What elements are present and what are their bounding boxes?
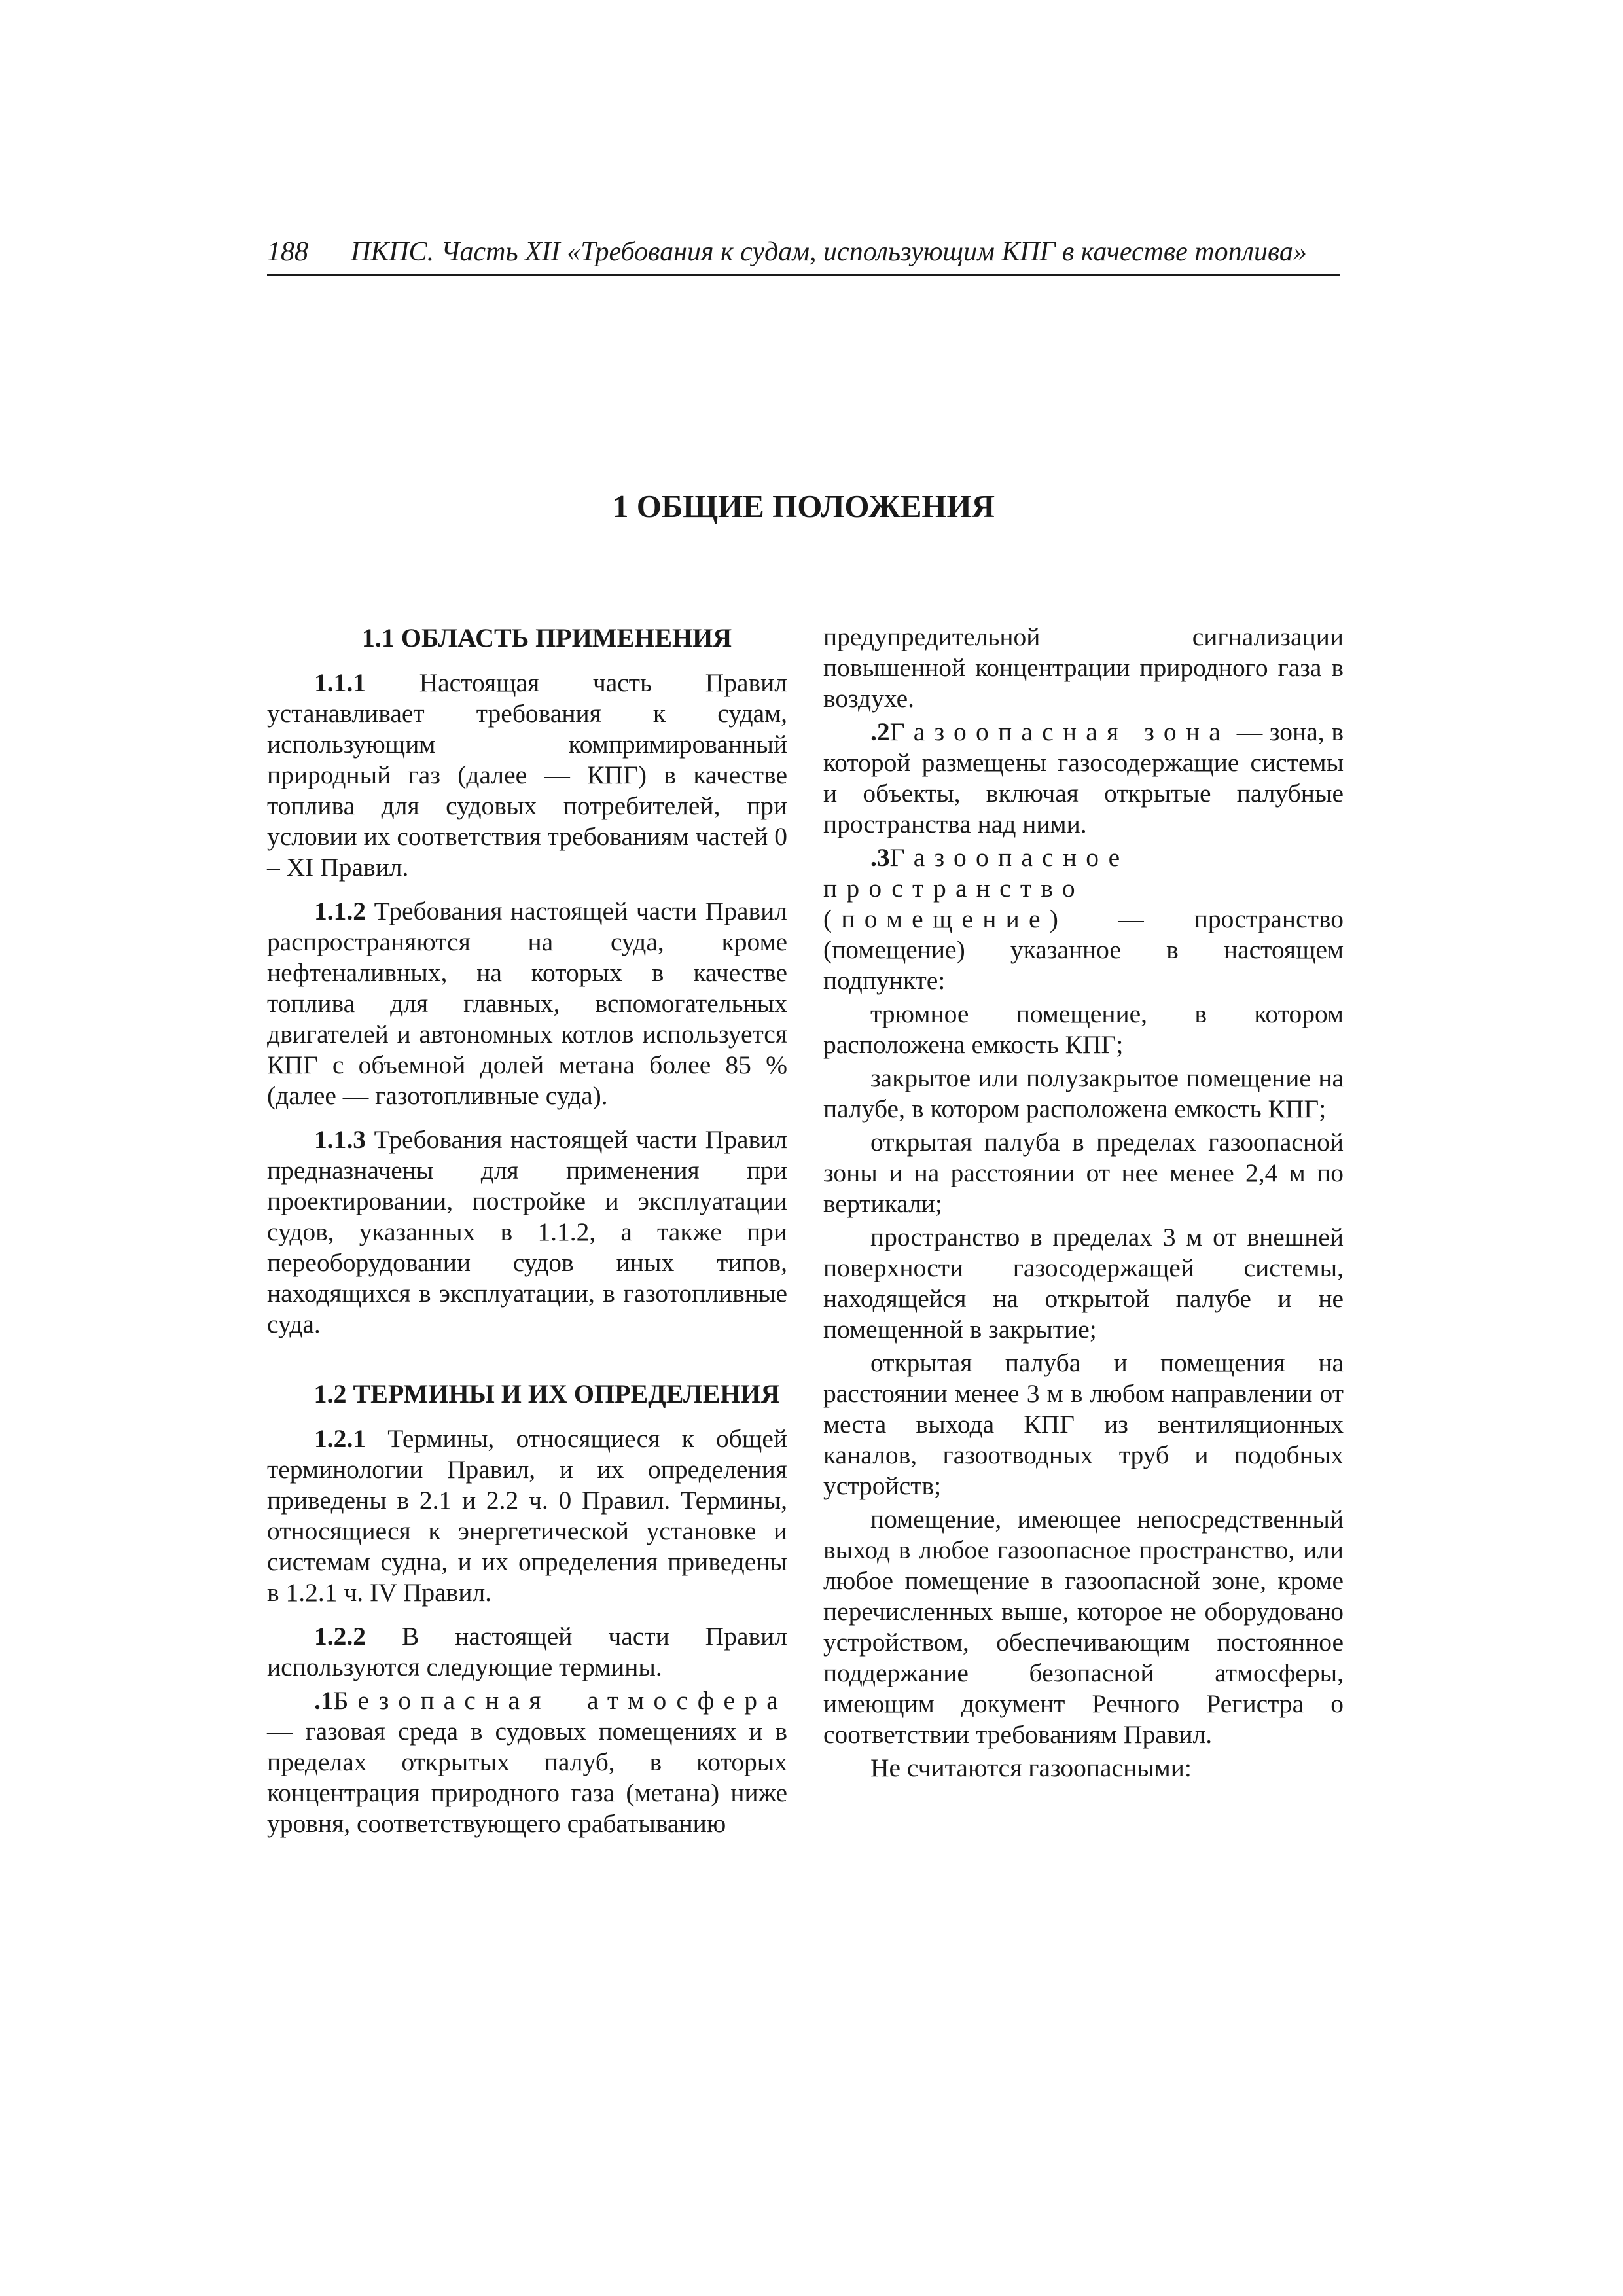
term-number: .1 bbox=[314, 1686, 334, 1715]
list-item: пространство в пределах 3 м от внешней поверхности газосодержащей системы, находящейся на открытой палубе и не помещенной в закрытие; bbox=[823, 1223, 1344, 1344]
term-name: Газоопасная зона bbox=[889, 717, 1230, 746]
clause-text: В настоящей части Правил используются следующие термины. bbox=[267, 1622, 787, 1681]
clause-text: Требования настоящей части Правил предназначены для применения при проектировании, постройке и эксплуатации судов, указанных в 1.1.2, а также при переоборудовании судов иных типов, находящихся в эксплуатации, в газотопливные суда. bbox=[267, 1125, 787, 1338]
list-item: открытая палуба и помещения на расстоянии менее 3 м в любом направлении от места выхода КПГ из вентиляционных каналов, газоотводных труб и подобных устройств; bbox=[823, 1348, 1344, 1500]
paragraph-1-2-2 bbox=[267, 1621, 787, 1683]
term-definition: — пространство (помещение) указанное в настоящем подпункте: bbox=[823, 905, 1344, 995]
clause-text: Термины, относящиеся к общей терминологии Правил, и их определения приведены в 2.1 и 2.2 ч. 0 Правил. Термины, относящиеся к энергетической установке и системам судна, и их определения приведены в 1.2.1 ч. IV Правил. bbox=[267, 1424, 787, 1607]
clause-number: 1.1.1 bbox=[314, 668, 366, 697]
term-3-gas-hazard-space bbox=[823, 842, 1344, 996]
paragraph-1-2-1 bbox=[267, 1424, 787, 1608]
running-header bbox=[267, 236, 1340, 276]
section-heading-1-1: 1.1 ОБЛАСТЬ ПРИМЕНЕНИЯ bbox=[361, 623, 732, 653]
term-name: Безопасная атмосфера bbox=[333, 1686, 787, 1715]
not-hazardous-lead-in: Не считаются газоопасными: bbox=[870, 1753, 1192, 1782]
page-number: 188 bbox=[267, 237, 308, 267]
clause-number: 1.2.2 bbox=[314, 1622, 366, 1651]
clause-number: 1.1.2 bbox=[314, 897, 366, 925]
term-2-gas-hazard-zone bbox=[823, 717, 1344, 840]
term-number: .2 bbox=[870, 717, 890, 746]
clause-text: Настоящая часть Правил устанавливает требования к судам, использующим компримированный природный газ (далее — КПГ) в качестве топлива для судовых потребителей, при условии их соответствия требованиям частей 0 – XI Правил. bbox=[267, 668, 787, 882]
section-heading-1-2: 1.2 ТЕРМИНЫ И ИХ ОПРЕДЕЛЕНИЯ bbox=[313, 1379, 780, 1408]
clause-number: 1.1.3 bbox=[314, 1125, 366, 1154]
clause-number: 1.2.1 bbox=[314, 1424, 366, 1453]
paragraph-1-1-1 bbox=[267, 668, 787, 883]
term-name: Газоопасное пространство (помещение) bbox=[823, 843, 1130, 933]
running-title: ПКПС. Часть XII «Требования к судам, использующим КПГ в качестве топлива» bbox=[351, 237, 1307, 267]
right-column bbox=[823, 622, 1344, 1786]
list-item: помещение, имеющее непосредственный выход в любое газоопасное пространство, или любое помещение в газоопасной зоне, кроме перечисленных выше, которое не оборудовано устройством, обеспечивающим постоянное поддержание безопасной атмосферы, имеющим документ Речного Регистра о соответствии требованиям Правил. bbox=[823, 1505, 1344, 1749]
list-item: открытая палуба в пределах газоопасной зоны и на расстоянии от нее менее 2,4 м по вертикали; bbox=[823, 1128, 1344, 1218]
chapter-title: 1 ОБЩИЕ ПОЛОЖЕНИЯ bbox=[612, 488, 995, 524]
paragraph-1-1-2 bbox=[267, 896, 787, 1111]
term-1-continuation: предупредительной сигнализации повышенной концентрации природного газа в воздухе. bbox=[823, 622, 1344, 713]
paragraph-1-1-3 bbox=[267, 1124, 787, 1340]
term-definition: — зона, в которой размещены газосодержащие системы и объекты, включая открытые палубные пространства над ними. bbox=[823, 717, 1344, 838]
clause-text: Требования настоящей части Правил распространяются на суда, кроме нефтеналивных, на которых в качестве топлива для главных, вспомогательных двигателей и автономных котлов используется КПГ с объемной долей метана более 85 % (далее — газотопливные суда). bbox=[267, 897, 787, 1110]
term-number: .3 bbox=[870, 843, 890, 872]
left-column bbox=[267, 622, 787, 1852]
list-item: трюмное помещение, в котором расположена емкость КПГ; bbox=[823, 999, 1344, 1059]
list-item: закрытое или полузакрытое помещение на палубе, в котором расположена емкость КПГ; bbox=[823, 1064, 1344, 1123]
term-definition: — газовая среда в судовых помещениях и в пределах открытых палуб, в которых концентрация природного газа (метана) ниже уровня, соответствующего срабатыванию bbox=[267, 1717, 787, 1838]
term-1-safe-atmosphere bbox=[267, 1685, 787, 1839]
